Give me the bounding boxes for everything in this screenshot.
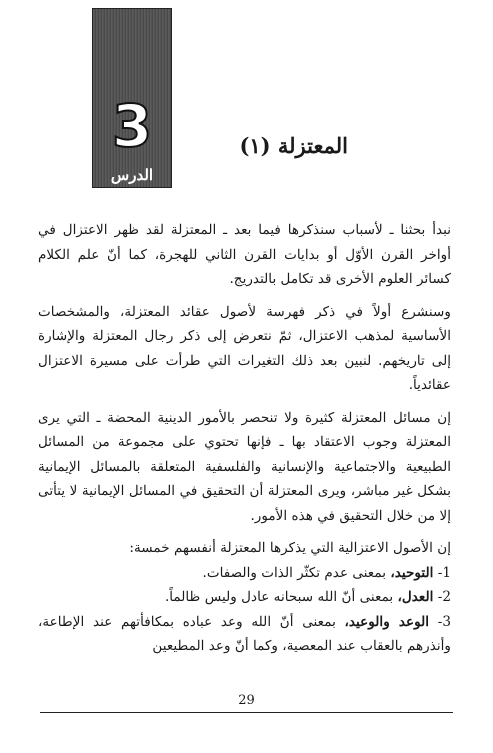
list-text: بمعنى عدم تكثّر الذات والصفات.: [202, 564, 391, 581]
list-text: بمعنى أنّ الله سبحانه عادل وليس ظالماً.: [164, 589, 398, 605]
lesson-label: الدرس: [110, 166, 154, 184]
list-term: الوعد والوعيد،: [344, 613, 430, 630]
list-number: 1-: [433, 564, 451, 581]
list-number: 3-: [429, 613, 451, 630]
list-item: [38, 610, 451, 659]
paragraph: إن الأصول الاعتزالية التي يذكرها المعتزلة أنفسهم خمسة:: [129, 540, 451, 556]
list-term: التوحيد،: [390, 564, 434, 581]
footer-divider: [40, 712, 453, 713]
body-text: [38, 218, 451, 659]
paragraph: وسنشرع أولاً في ذكر فهرسة لأصول عقائد المعتزلة، والمشخصات الأساسية لمذهب الاعتزال، ثمّ نتعرض إلى ذكر رجال المعتزلة والإشارة إلى تاريخهم. لنبين بعد ذلك التغيرات التي طرأت على مسيرة الاعتزال عقائدياً.: [38, 303, 451, 393]
list-term: العدل،: [397, 589, 434, 605]
list-number: 2-: [433, 589, 451, 605]
lesson-badge: [92, 8, 172, 188]
list-text: بمعنى أنّ الله وعد عباده بمكافأتهم عند الإطاعة، وأنذرهم بالعقاب عند المعصية، وكما أنّ وعد المطيعين: [38, 613, 451, 654]
page-number: 29: [238, 693, 255, 708]
chapter-title: المعتزلة (١): [239, 133, 348, 158]
list-item: [38, 561, 451, 586]
list-item: [38, 585, 451, 610]
paragraph: نبدأ بحثنا ـ لأسباب سنذكرها فيما بعد ـ المعتزلة لقد ظهر الاعتزال في أواخر القرن الأوّل أو بدايات القرن الثاني للهجرة، كما أنّ علم الكلام كسائر العلوم الأخرى قد تكامل بالتدريج.: [38, 222, 451, 287]
lesson-number: 3: [111, 92, 153, 160]
paragraph: إن مسائل المعتزلة كثيرة ولا تنحصر بالأمور الدينية المحضة ـ التي يرى المعتزلة وجوب الاعتقاد بها ـ فإنها تحتوي على مجموعة من المسائل الطبيعية والاجتماعية والإنسانية والفلسفية المتعلقة بالمسائل الإيمانية بشكل غير مباشر، ويرى المعتزلة أن التحقيق في المسائل الإيمانية لا يتأتى إلا من خلال التحقيق في هذه الأمور.: [38, 409, 451, 524]
